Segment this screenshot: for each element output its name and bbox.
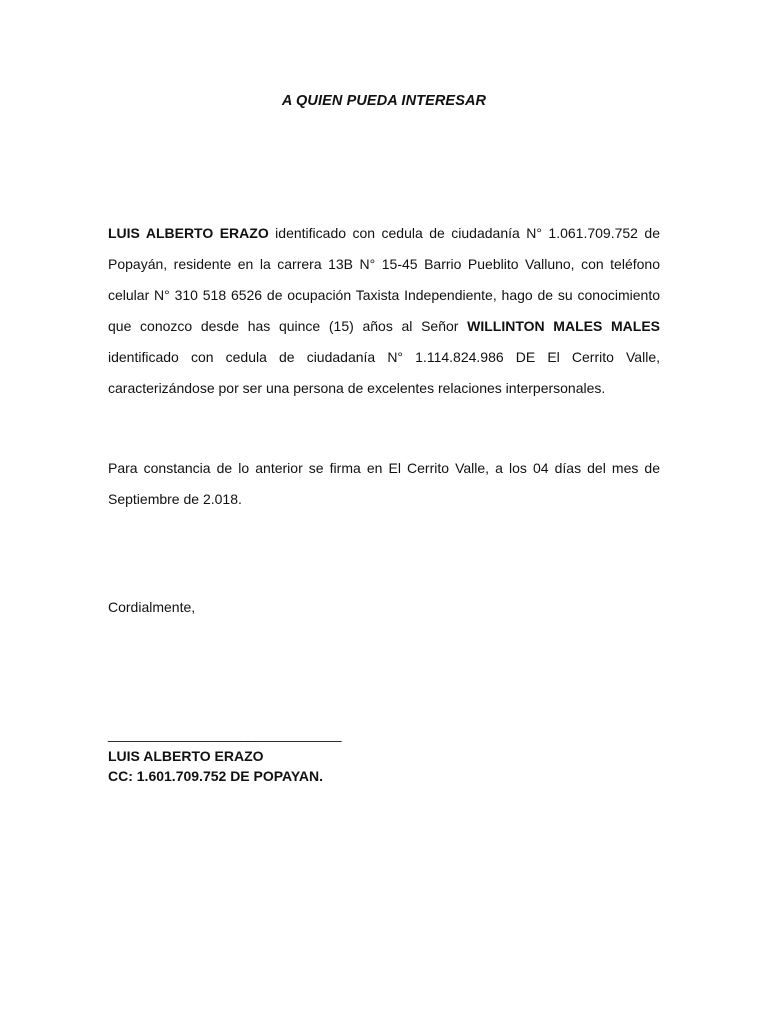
signature-line: ______________________________ <box>108 726 342 742</box>
paragraph-1-text-b: identificado con cedula de ciudadanía N° 1.114.824.986 DE El Cerrito Valle, caracterizándose por ser una persona de excelentes relaciones interpersonales. <box>108 349 660 396</box>
body-paragraph-2: Para constancia de lo anterior se firma en El Cerrito Valle, a los 04 días del mes de Septiembre de 2.018. <box>108 460 660 507</box>
signer-id: CC: 1.601.709.752 DE POPAYAN. <box>108 768 324 784</box>
closing-salutation: Cordialmente, <box>108 599 196 615</box>
body-paragraph-1 <box>108 218 660 404</box>
declarant-name: LUIS ALBERTO ERAZO <box>108 225 269 241</box>
document-title: A QUIEN PUEDA INTERESAR <box>281 93 487 109</box>
signer-name: LUIS ALBERTO ERAZO <box>108 748 264 764</box>
subject-name: WILLINTON MALES MALES <box>467 318 660 334</box>
paragraph-1-text-a: identificado con cedula de ciudadanía N° 1.061.709.752 de Popayán, residente en la carrera 13B N° 15-45 Barrio Pueblito Valluno, con teléfono celular N° 310 518 6526 de ocupación Taxista Independiente, hago de su conocimiento que conozco desde has quince (15) años al Señor <box>108 225 660 334</box>
